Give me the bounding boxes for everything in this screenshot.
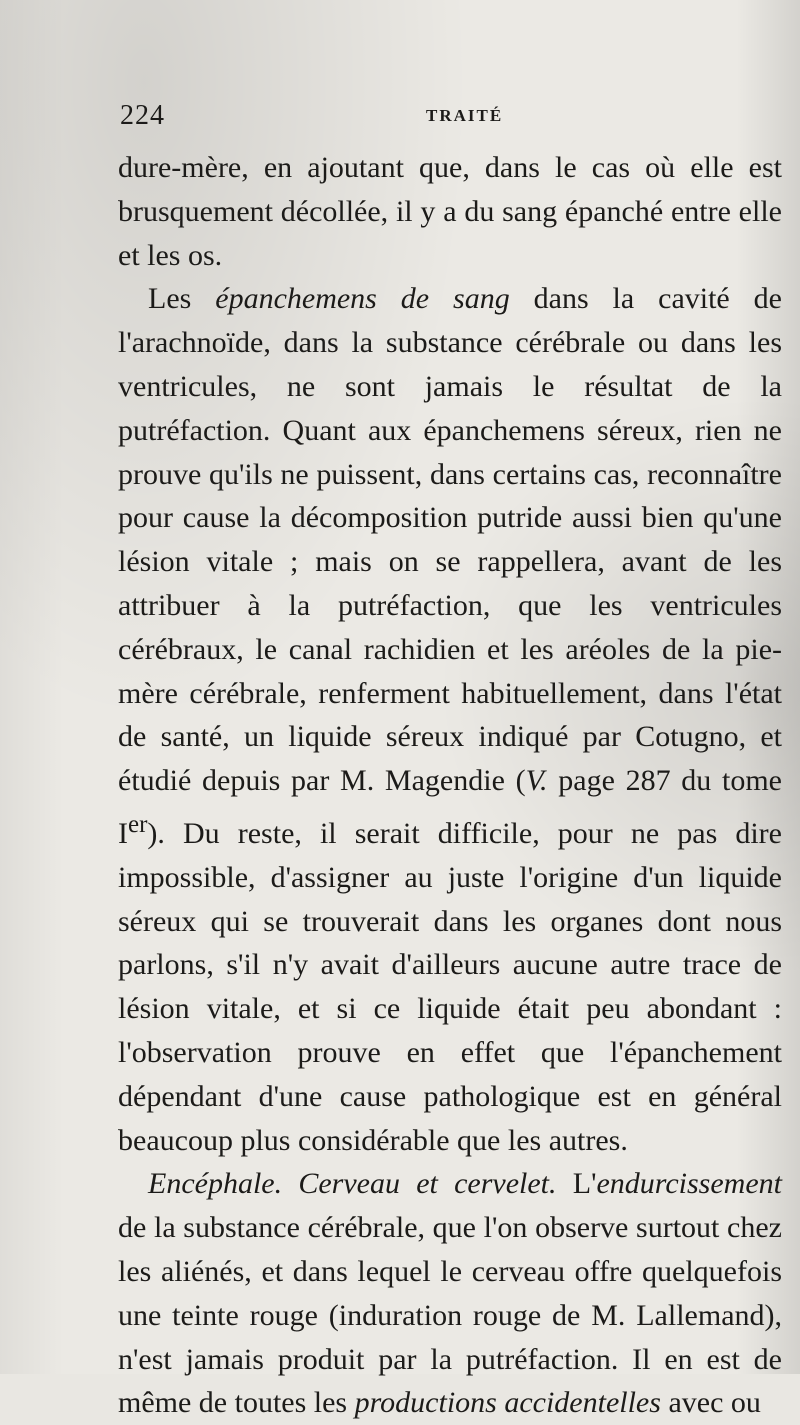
text-run: dure-mère, en ajoutant que, dans le cas où elle est brusquement décollée, il y a du sang épanché entre elle et les os. (118, 151, 782, 272)
text-run: Les (148, 282, 216, 316)
text-run: page 287 du tome I (118, 764, 782, 850)
italic-term: productions accidentelles (354, 1386, 661, 1420)
italic-abbreviation: V. (525, 764, 548, 798)
page-number: 224 (120, 100, 165, 131)
italic-term: endurcissement (596, 1167, 782, 1201)
superscript: er (128, 810, 148, 838)
italic-term: épanchemens de sang (215, 282, 510, 316)
text-run: dans la cavité de l'arachnoïde, dans la substance cérébrale ou dans les ventricules, ne sont jamais le résultat de la putréfaction. Quant aux épanchemens séreux, rien ne prouve qu'ils ne puissent, dans certains cas, reconnaître pour cause la décomposition putride aussi bien qu'une lésion vitale ; mais on se rappellera, avant de les attribuer à la putréfaction, que les ventricules cérébraux, le canal rachidien et les aréoles de la pie-mère cérébrale, renferment habituellement, dans l'état de santé, un liquide séreux indiqué par Cotugno, et étudié depuis par M. Magendie ( (118, 282, 782, 798)
paragraph-epanchemens (118, 277, 782, 1162)
body-text (118, 146, 782, 1425)
text-run: de la substance cérébrale, que l'on observe surtout chez les aliénés, et dans lequel le cerveau offre quelquefois une teinte rouge (induration rouge de M. Lallemand), n'est jamais produit par la putréfaction. Il en est de même de toutes les (118, 1211, 782, 1420)
paragraph-continuation (118, 146, 782, 277)
section-heading: Encéphale. Cerveau et cervelet. (148, 1167, 557, 1201)
text-run: ). Du reste, il serait difficile, pour ne pas dire impossible, d'assigner au juste l'origine d'un liquide séreux qui se trouverait dans les organes dont nous parlons, s'il n'y avait d'ailleurs aucune autre trace de lésion vitale, et si ce liquide était peu abondant : l'observation prouve en effet que l'épanchement dépendant d'une cause pathologique est en général beaucoup plus considérable que les autres. (118, 816, 782, 1157)
text-run: L' (556, 1167, 597, 1201)
paragraph-encephale (118, 1162, 782, 1425)
running-head (120, 100, 780, 136)
running-title: TRAITÉ (426, 106, 504, 125)
text-run: avec ou (660, 1386, 761, 1420)
